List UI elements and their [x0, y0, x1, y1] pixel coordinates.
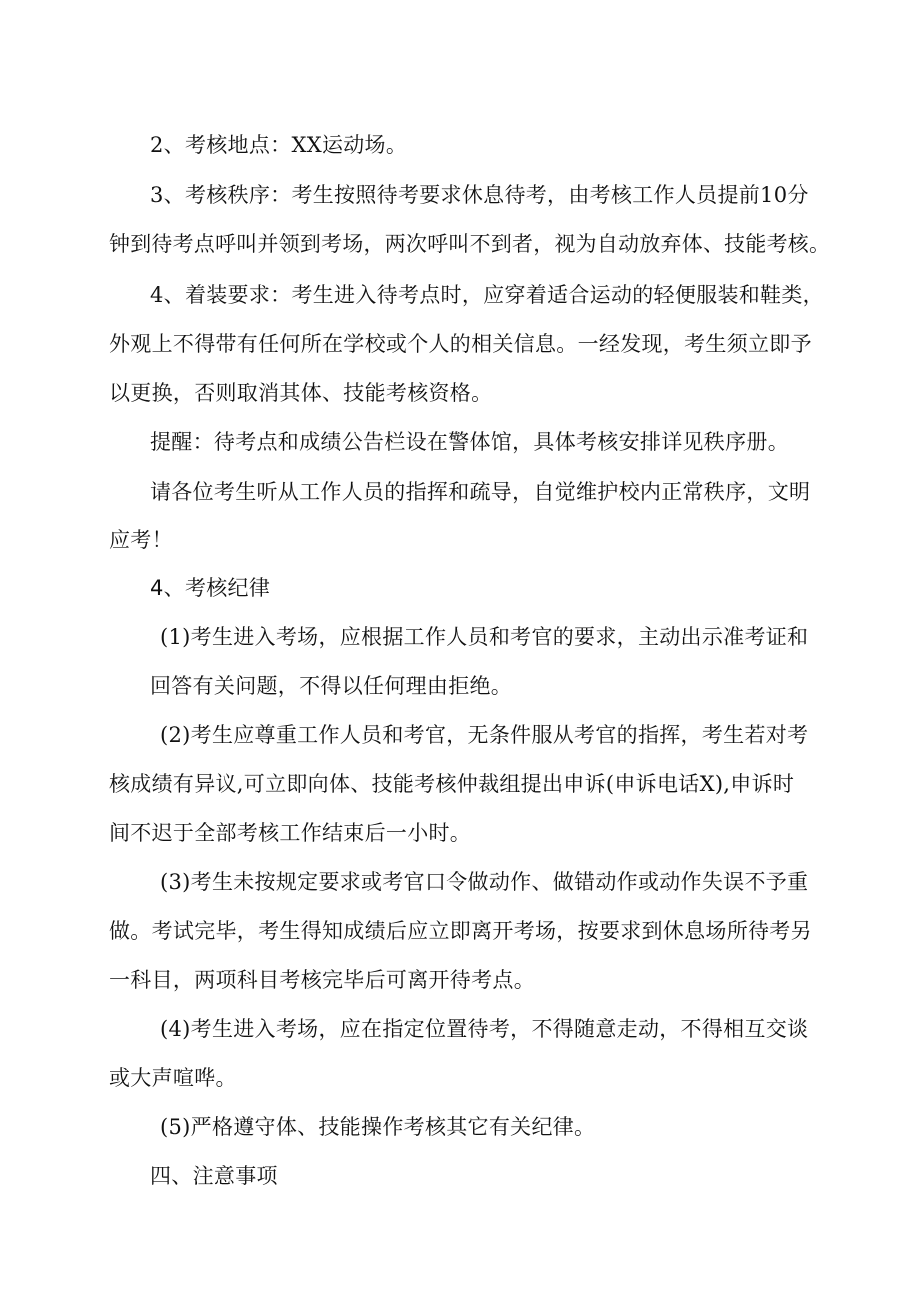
rule-1-line-2: 回答有关问题，不得以任何理由拒绝。 — [150, 674, 513, 698]
rule-2-line-3: 间不迟于全部考核工作结束后一小时。 — [109, 821, 472, 845]
rule-3-line-1: (3)考生未按规定要求或考官口令做动作、做错动作或动作失误不予重 — [160, 870, 809, 894]
rule-3-line-3: 一科目，两项科目考核完毕后可离开待考点。 — [109, 968, 535, 992]
exam-order-line-1: 3、考核秩序：考生按照待考要求休息待考，由考核工作人员提前10分 — [150, 183, 809, 207]
reminder-line: 提醒：待考点和成绩公告栏设在警体馆，具体考核安排详见秩序册。 — [150, 430, 789, 454]
exam-location-line: 2、考核地点：XX运动场。 — [150, 133, 408, 157]
rule-2-line-2: 核成绩有异议,可立即向体、技能考核仲裁组提出申诉(申诉电话X),申诉时 — [109, 772, 795, 796]
dress-code-line-1: 4、着装要求：考生进入待考点时，应穿着适合运动的轻便服装和鞋类， — [150, 283, 824, 307]
rule-2-line-1: (2)考生应尊重工作人员和考官，无条件服从考官的指挥，考生若对考 — [160, 723, 809, 747]
section-heading-discipline: 4、考核纪律 — [150, 576, 271, 600]
conduct-appeal-line-2: 应考！ — [109, 528, 173, 552]
conduct-appeal-line-1: 请各位考生听从工作人员的指挥和疏导，自觉维护校内正常秩序，文明 — [150, 480, 811, 504]
rule-4-line-2: 或大声喧哗。 — [109, 1066, 237, 1090]
rule-4-line-1: (4)考生进入考场，应在指定位置待考，不得随意走动，不得相互交谈 — [160, 1017, 809, 1041]
rule-5-line: (5)严格遵守体、技能操作考核其它有关纪律。 — [160, 1115, 596, 1139]
dress-code-line-3: 以更换，否则取消其体、技能考核资格。 — [109, 381, 493, 405]
rule-1-line-1: (1)考生进入考场，应根据工作人员和考官的要求，主动出示准考证和 — [160, 625, 809, 649]
exam-order-line-2: 钟到待考点呼叫并领到考场，两次呼叫不到者，视为自动放弃体、技能考核。 — [109, 232, 831, 256]
section-heading-notes: 四、注意事项 — [150, 1164, 278, 1188]
dress-code-line-2: 外观上不得带有任何所在学校或个人的相关信息。一经发现，考生须立即予 — [109, 332, 812, 356]
rule-3-line-2: 做。考试完毕，考生得知成绩后应立即离开考场，按要求到休息场所待考另 — [109, 919, 812, 943]
